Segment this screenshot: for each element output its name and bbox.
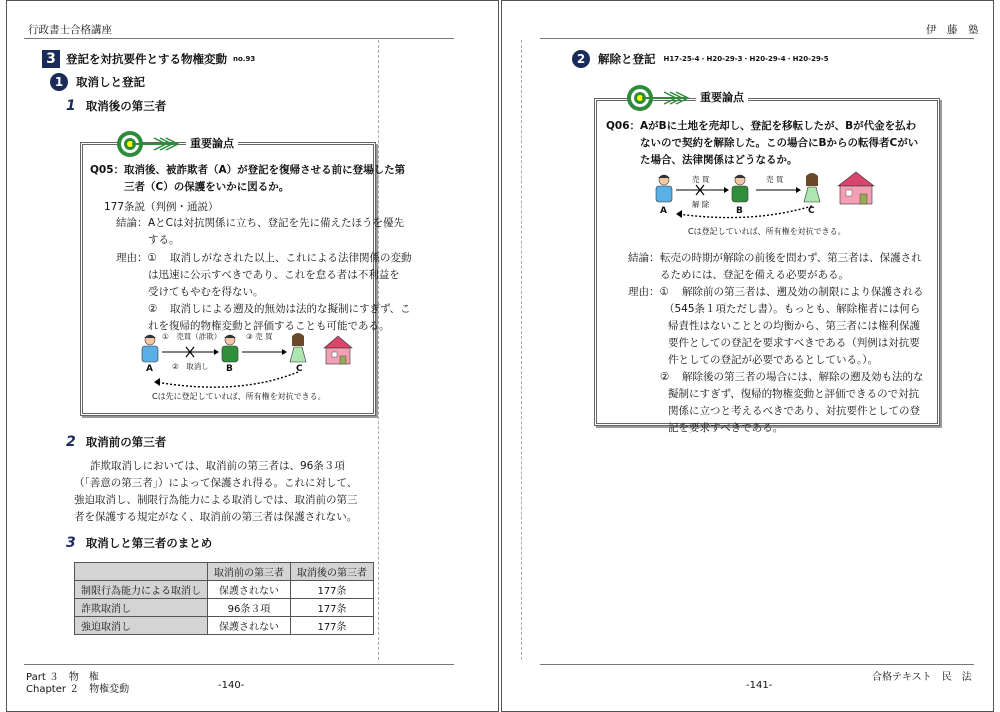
subsection-title: 取消しと登記 (76, 75, 145, 89)
r-reason1-line-1: 解除前の第三者は、遡及効の制限により保護される (682, 286, 924, 298)
right-subsection-title: 解除と登記 (598, 52, 656, 66)
left-page-number: -140- (218, 680, 245, 691)
r-reason1-line-5: 件としての登記が必要であるとしている。）。 (668, 354, 878, 366)
house-figure (324, 336, 352, 364)
person-b-figure (222, 335, 238, 362)
right-header-rule (540, 38, 974, 39)
table-cell: 保護されない (208, 617, 291, 635)
right-arrow-2-label: 売 買 (766, 175, 784, 184)
table-cell: 177条 (291, 617, 374, 635)
table-cell: 制限行為能力による取消し (75, 581, 208, 599)
conclusion-line-1: AとCは対抗関係に立ち、登記を先に備えたほうを優先 (148, 217, 405, 229)
right-subsection-heading (572, 50, 829, 68)
left-footer-chapter: Chapter ２ 物権変動 (26, 684, 130, 695)
r-reason2-line-3: 関係に立つと考えるべきであり、対抗要件としての登 (668, 405, 920, 417)
left-arrow-3-label: ③ 売 買 (246, 332, 273, 341)
conclusion-label: 結論： (116, 217, 148, 229)
q05-line-1: 取消後、被詐欺者（A）が登記を復帰させる前に登場した第 (124, 164, 406, 176)
right-person-b-label: B (736, 206, 743, 216)
r-reason2-line-1: 解除後の第三者の場合には、解除の遡及効も法的な (682, 371, 924, 383)
reason1-line-2: は迅速に公示すべきであり、これを怠る者は不利益を (148, 269, 400, 281)
left-person-b-label: B (226, 364, 233, 374)
left-running-header: 行政書士合格講座 (28, 24, 112, 36)
part3-title: 取消しと第三者のまとめ (85, 536, 213, 550)
part2-number: 2 (66, 434, 76, 450)
r-conclusion-line-2: るためには、登記を備える必要がある。 (660, 269, 849, 281)
target-icon (626, 82, 696, 114)
left-header-rule (24, 38, 454, 39)
table-header-cell: 取消後の第三者 (291, 563, 374, 581)
reason2-mark: ② (148, 303, 158, 315)
section-title: 登記を対抗要件とする物権変動 (66, 52, 227, 66)
q06-id: Q06： (606, 120, 641, 132)
r-reason2-mark: ② (660, 371, 670, 383)
reason1-line-1: 取消しがなされた以上、これによる法律関係の変動 (170, 252, 412, 264)
table-header-cell (75, 563, 208, 581)
q05-line-2: 三者（C）の保護をいかに図るか。 (124, 181, 290, 193)
right-subsection-refs: H17-25-4・H20-29-3・H20-29-4・H20-29-5 (663, 55, 829, 63)
subsection-heading (50, 73, 145, 91)
part2-line-2: （「善意の第三者」）によって保護され得る。これに対して、 (74, 477, 358, 489)
table-cell: 保護されない (208, 581, 291, 599)
right-footer-title: 合格テキスト 民 法 (872, 672, 972, 683)
table-cell: 96条３項 (208, 599, 291, 617)
table-cell: 強迫取消し (75, 617, 208, 635)
r-conclusion-label: 結論： (628, 252, 660, 264)
table-header-row (75, 563, 374, 581)
left-arrow-2-label: ② 取消し (172, 362, 209, 371)
summary-table (74, 562, 374, 635)
r-conclusion-line-1: 転売の時期が解除の前後を問わず、第三者は、保護され (660, 252, 922, 264)
person-c-figure (290, 333, 306, 362)
table-row (75, 581, 374, 599)
r-reason2-line-2: 擬制にすぎず、復帰的物権変動と評価できるので対抗 (668, 388, 920, 400)
right-page-number: -141- (746, 680, 773, 691)
person-c-figure (804, 173, 820, 202)
person-a-figure (142, 335, 158, 362)
part1-heading (66, 98, 166, 114)
part1-title: 取消後の第三者 (85, 99, 167, 113)
person-b-figure (732, 175, 748, 202)
right-diagram-caption: Cは登記していれば、所有権を対抗できる。 (688, 227, 846, 236)
table-row (75, 617, 374, 635)
q06-line-2: ないので契約を解除した。この場合にBからの転得者Cがい (640, 137, 919, 149)
left-footer-part: Part ３ 物 権 (26, 672, 99, 683)
r-reason1-line-3: 帰責性はないこととの均衡から、第三者には権利保護 (668, 320, 920, 332)
section-ref: no.93 (233, 55, 256, 63)
table-cell: 177条 (291, 599, 374, 617)
left-diagram-caption: Cは先に登記していれば、所有権を対抗できる。 (152, 392, 326, 401)
part3-heading (66, 535, 212, 551)
table-cell: 詐欺取消し (75, 599, 208, 617)
right-box-label: 重要論点 (696, 89, 748, 105)
table-header-cell: 取消前の第三者 (208, 563, 291, 581)
left-person-c-label: C (296, 364, 303, 374)
table-row (75, 599, 374, 617)
subsection-number: 1 (50, 73, 68, 91)
right-arrow-1-top-label: 売 買 (692, 175, 710, 184)
part2-line-3: 強迫取消し、制限行為能力による取消しでは、取消前の第三 (74, 494, 358, 506)
reason2-line-2: れを復帰的物権変動と評価することも可能である。 (148, 320, 390, 332)
part2-line-1: 詐欺取消しにおいては、取消前の第三者は、96条３項 (90, 460, 345, 472)
left-margin-line (378, 40, 379, 660)
house-figure (838, 172, 874, 204)
part1-number: 1 (66, 98, 76, 114)
target-icon (116, 128, 186, 160)
right-person-c-label: C (808, 206, 815, 216)
part2-line-4: 者を保護する規定がなく、取消前の第三者は保護されない。 (74, 511, 358, 523)
right-margin-line (521, 40, 522, 660)
table-cell: 177条 (291, 581, 374, 599)
right-subsection-number: 2 (572, 50, 590, 68)
right-person-a-label: A (660, 206, 667, 216)
person-a-figure (656, 175, 672, 202)
q05-id: Q05： (90, 164, 125, 176)
reason1-line-3: 受けてもやむを得ない。 (148, 286, 264, 298)
left-box-label: 重要論点 (186, 135, 238, 151)
part2-heading (66, 434, 166, 450)
left-footer-rule (24, 664, 454, 665)
right-arrow-1-bottom-label: 解 除 (692, 200, 710, 209)
part3-number: 3 (66, 535, 76, 551)
right-running-header: 伊 藤 塾 (926, 24, 979, 36)
left-arrow-1-label: ① 売買（詐欺） (162, 332, 222, 341)
section-heading (42, 50, 255, 68)
conclusion-line-2: する。 (148, 234, 180, 246)
part2-title: 取消前の第三者 (85, 435, 167, 449)
r-reason-label: 理由：① (628, 286, 669, 298)
q06-line-1: AがBに土地を売却し、登記を移転したが、Bが代金を払わ (640, 120, 917, 132)
left-person-a-label: A (146, 364, 153, 374)
r-reason1-line-4: 要件としての登記を要求すべきである（判例は対抗要 (668, 337, 920, 349)
q06-line-3: た場合、法律関係はどうなるか。 (640, 154, 798, 166)
right-footer-rule (540, 664, 974, 665)
r-reason1-line-2: （545条１項ただし書）。もっとも、解除権者には何ら (664, 303, 921, 315)
reason2-line-1: 取消しによる遡及的無効は法的な擬制にすぎず、こ (170, 303, 411, 315)
r-reason2-line-4: 記を要求すべきである。 (668, 422, 784, 434)
reason-label: 理由：① (116, 252, 157, 264)
section-number: 3 (42, 50, 60, 68)
theory-label: 177条説（判例・通説） (104, 201, 219, 213)
